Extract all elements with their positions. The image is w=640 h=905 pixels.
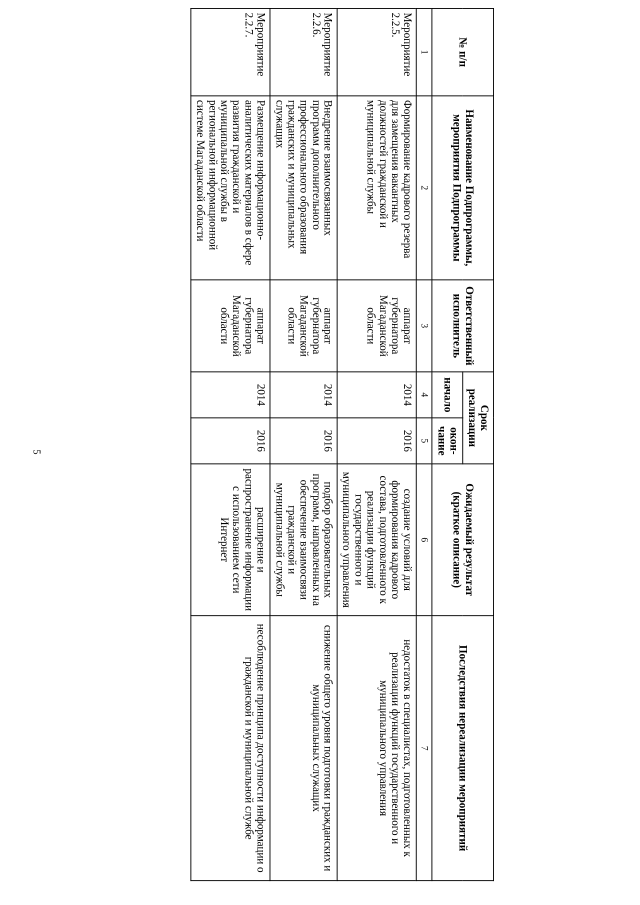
row-consequences: несоблюдение принципа доступности информации о гражданской и муниципальной службе bbox=[191, 616, 270, 881]
row-executor: аппарат губернатора Магаданской области bbox=[337, 280, 416, 372]
row-result: создание условий для формирования кадрового состава, подготовленного к реализации функций государственного и муниципального управления bbox=[337, 464, 416, 616]
row-start: 2014 bbox=[191, 372, 270, 418]
row-start: 2014 bbox=[337, 372, 416, 418]
header-num: № п/п bbox=[432, 8, 493, 95]
table-row bbox=[270, 8, 337, 880]
row-result: расширение и распространение информации с использованием сети Интернет bbox=[191, 464, 270, 616]
row-num: Мероприятие 2.2.5. bbox=[337, 8, 416, 95]
program-table bbox=[190, 8, 494, 881]
page-number: 5 bbox=[30, 449, 42, 455]
header-name: Наименование Подпрограммы, мероприятия Подпрограммы bbox=[432, 96, 493, 280]
column-number-row bbox=[416, 8, 432, 880]
row-num: Мероприятие 2.2.6. bbox=[270, 8, 337, 95]
row-name: Размещение информационно-аналитических материалов в сфере развития гражданской и муниципальной службы в региональной информационной системе Магаданской области bbox=[191, 96, 270, 280]
header-result: Ожидаемый результат (краткое описание) bbox=[432, 464, 493, 616]
table-row bbox=[337, 8, 416, 880]
row-end: 2016 bbox=[337, 418, 416, 464]
column-number: 4 bbox=[416, 372, 432, 418]
header-end: окон-чание bbox=[432, 418, 463, 464]
column-number: 7 bbox=[416, 616, 432, 881]
row-start: 2014 bbox=[270, 372, 337, 418]
row-consequences: недостаток в специалистах, подготовленных к реализации функций государственного и муниципального управления bbox=[337, 616, 416, 881]
column-number: 1 bbox=[416, 8, 432, 95]
rotated-page bbox=[194, 8, 494, 880]
header-consequences: Последствия нереализации мероприятий bbox=[432, 616, 493, 881]
header-executor: Ответственный исполнитель bbox=[432, 280, 493, 372]
header-start: начало bbox=[432, 372, 463, 418]
column-number: 5 bbox=[416, 418, 432, 464]
row-end: 2016 bbox=[191, 418, 270, 464]
header-term: Срок реализации bbox=[463, 372, 494, 464]
column-number: 3 bbox=[416, 280, 432, 372]
row-executor: аппарат губернатора Магаданской области bbox=[270, 280, 337, 372]
row-result: подбор образовательных программ, направленных на обеспечение взаимосвязи гражданской и муниципальной службы bbox=[270, 464, 337, 616]
row-num: Мероприятие 2.2.7. bbox=[191, 8, 270, 95]
row-consequences: снижение общего уровня подготовки гражданских и муниципальных служащих bbox=[270, 616, 337, 881]
column-number: 2 bbox=[416, 96, 432, 280]
column-number: 6 bbox=[416, 464, 432, 616]
row-name: Формирование кадрового резерва для замещения вакантных должностей гражданской и муниципальной службы bbox=[337, 96, 416, 280]
table-row bbox=[191, 8, 270, 880]
row-executor: аппарат губернатора Магаданской области bbox=[191, 280, 270, 372]
row-end: 2016 bbox=[270, 418, 337, 464]
row-name: Внедрение взаимосвязанных программ дополнительного профессионального образования гражданских и муниципальных служащих bbox=[270, 96, 337, 280]
header-row bbox=[463, 8, 494, 880]
